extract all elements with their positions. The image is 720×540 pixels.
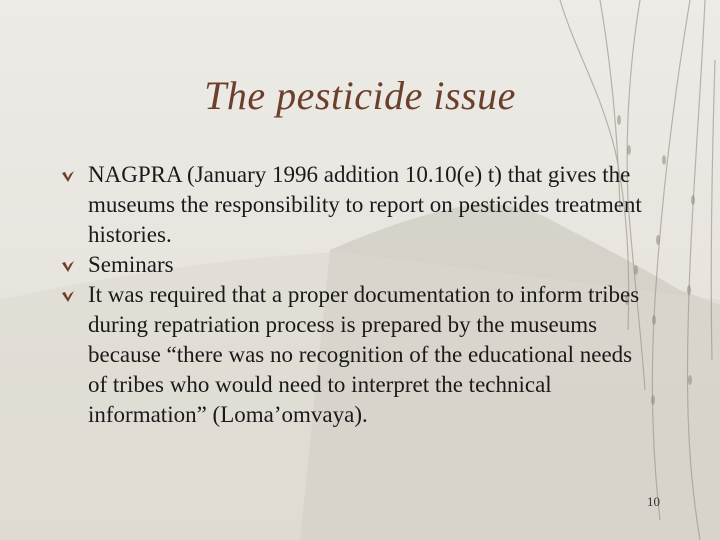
- bullet-list: [60, 160, 650, 430]
- slide-number: 10: [647, 494, 660, 509]
- bullet-text: NAGPRA (January 1996 addition 10.10(e) t) that gives the museums the responsibility to report on pesticides treatment histories.: [88, 162, 642, 247]
- bullet-text: Seminars: [88, 252, 174, 277]
- slide-title: The pesticide issue: [204, 73, 516, 118]
- bullet-item: [60, 280, 650, 430]
- v-check-bullet-icon: [60, 288, 76, 304]
- bullet-item: [60, 250, 650, 280]
- v-check-bullet-icon: [60, 168, 76, 184]
- v-check-bullet-icon: [60, 258, 76, 274]
- bullet-text: It was required that a proper documentation to inform tribes during repatriation process is prepared by the museums because “there was no recognition of the educational needs of tribes who would need to interpret the technical information” (Loma’omvaya).: [88, 282, 640, 427]
- bullet-item: [60, 160, 650, 250]
